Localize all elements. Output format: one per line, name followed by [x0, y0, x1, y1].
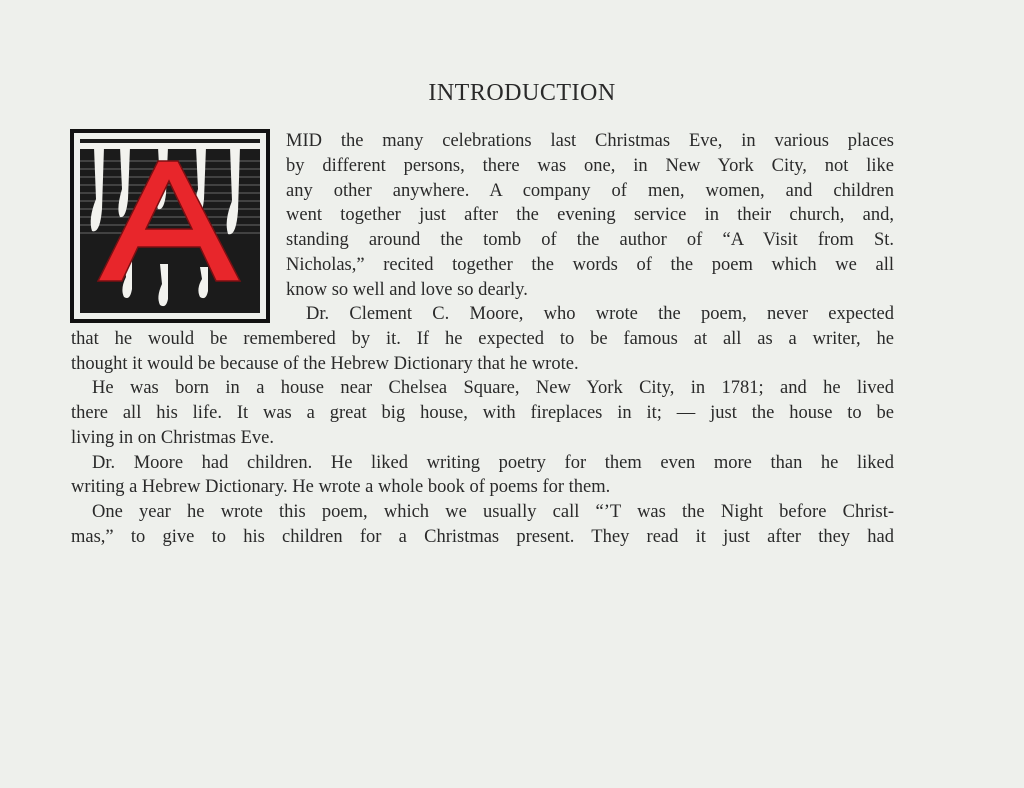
text-line: Dr. Clement C. Moore, who wrote the poem, never expected [306, 304, 894, 324]
text-line: standing around the tomb of the author of “A Visit from St. [286, 230, 894, 250]
decorated-initial [70, 129, 270, 323]
text-line: went together just after the evening service in their church, and, [286, 205, 894, 225]
page-title: INTRODUCTION [428, 80, 616, 106]
text-line: there all his life. It was a great big house, with fireplaces in it; — just the house to be [71, 403, 894, 423]
text-line: mas,” to give to his children for a Christmas present. They read it just after they had [71, 527, 894, 547]
text-line: that he would be remembered by it. If he expected to be famous at all as a writer, he [71, 329, 894, 349]
text-line: any other anywhere. A company of men, women, and children [286, 181, 894, 201]
text-line: writing a Hebrew Dictionary. He wrote a whole book of poems for them. [71, 477, 611, 497]
text-line: Dr. Moore had children. He liked writing poetry for them even more than he liked [92, 453, 894, 473]
decorated-initial-art [80, 139, 260, 313]
text-line: One year he wrote this poem, which we usually call “’T was the Night before Christ- [92, 502, 894, 522]
text-line: thought it would be because of the Hebrew Dictionary that he wrote. [71, 354, 579, 374]
text-line: know so well and love so dearly. [286, 280, 528, 300]
text-line: He was born in a house near Chelsea Square, New York City, in 1781; and he lived [92, 378, 894, 398]
text-line: Nicholas,” recited together the words of the poem which we all [286, 255, 894, 275]
text-line: living in on Christmas Eve. [71, 428, 274, 448]
text-line: MID the many celebrations last Christmas Eve, in various places [286, 131, 894, 151]
text-line: by different persons, there was one, in New York City, not like [286, 156, 894, 176]
